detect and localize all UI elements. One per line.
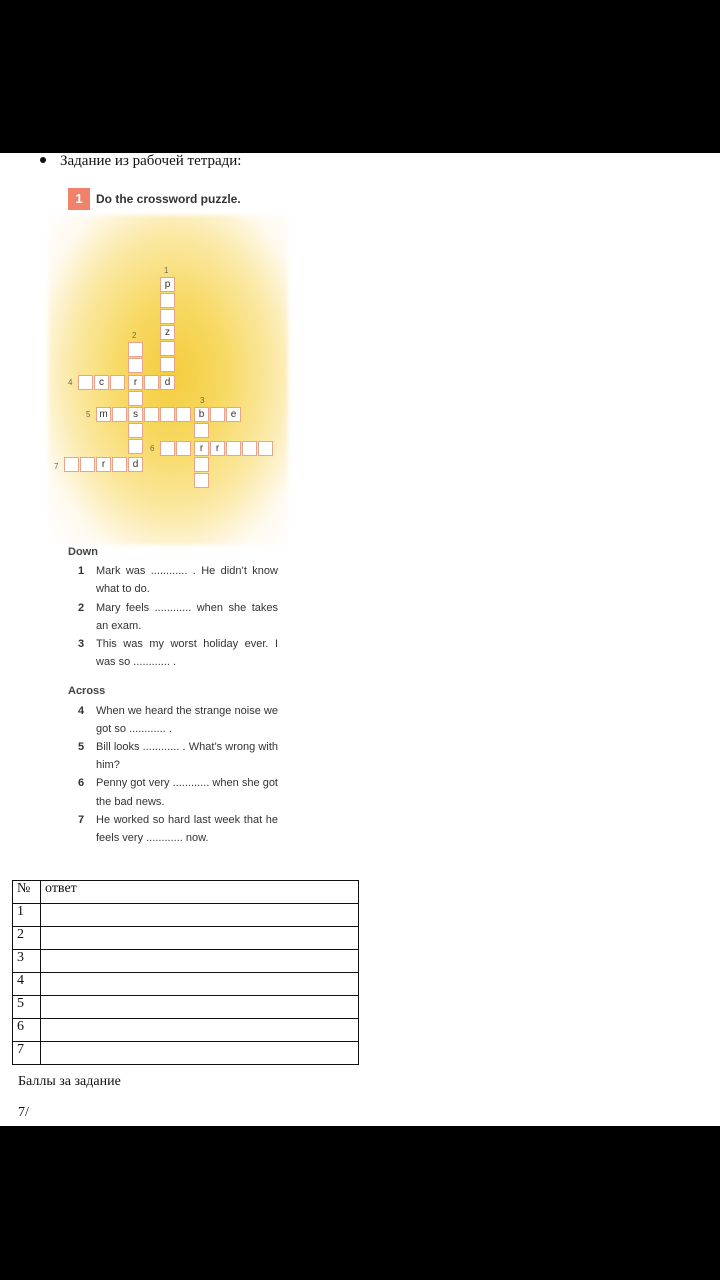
clue-number: 4: [78, 704, 85, 717]
crossword-cell[interactable]: [112, 407, 127, 422]
crossword-cell[interactable]: [128, 439, 143, 454]
clue-across-7: [68, 811, 278, 847]
row-number: 7: [13, 1042, 41, 1065]
table-row: [13, 904, 359, 927]
clue-number: 3: [78, 638, 85, 651]
crossword-cell[interactable]: [176, 407, 191, 422]
crossword-cell[interactable]: [242, 441, 257, 456]
clue-across-6: [68, 774, 278, 810]
crossword-cell[interactable]: d: [160, 375, 175, 390]
answer-cell[interactable]: [41, 950, 359, 973]
crossword-cell[interactable]: [160, 441, 175, 456]
crossword-number-1: 1: [164, 266, 169, 275]
crossword-cell[interactable]: r: [128, 375, 143, 390]
exercise-instruction: Do the crossword puzzle.: [96, 192, 241, 206]
crossword-cell[interactable]: z: [160, 325, 175, 340]
clue-text: He worked so hard last week that he feels very ............ now.: [96, 813, 278, 845]
clues-list: [68, 543, 278, 847]
exercise-header: [68, 188, 241, 210]
clue-down-3: [68, 635, 278, 671]
crossword-cell[interactable]: [128, 391, 143, 406]
crossword-cell[interactable]: [144, 375, 159, 390]
crossword-cell[interactable]: r: [194, 441, 209, 456]
answer-table: [12, 880, 359, 1065]
crossword-cell[interactable]: [110, 375, 125, 390]
table-row: [13, 1042, 359, 1065]
crossword-cell[interactable]: [258, 441, 273, 456]
row-number: 2: [13, 927, 41, 950]
table-row: [13, 996, 359, 1019]
intro-text: Задание из рабочей тетради:: [60, 153, 242, 169]
table-row: [13, 1019, 359, 1042]
row-number: 4: [13, 973, 41, 996]
column-header-number: №: [13, 881, 41, 904]
crossword-number-2: 2: [132, 331, 137, 340]
clue-number: 2: [78, 601, 85, 614]
crossword-cell[interactable]: [226, 441, 241, 456]
crossword-cell[interactable]: [128, 358, 143, 373]
table-row: [13, 950, 359, 973]
clue-text: Bill looks ............ . What’s wrong with him?: [96, 741, 278, 772]
crossword-cell[interactable]: [194, 473, 209, 488]
crossword-cell[interactable]: [112, 457, 127, 472]
crossword-cell[interactable]: [64, 457, 79, 472]
crossword-cell[interactable]: e: [226, 407, 241, 422]
clue-number: 7: [78, 813, 85, 826]
clue-number: 5: [78, 741, 85, 754]
clue-text: When we heard the strange noise we got so ............ .: [96, 704, 278, 735]
crossword-cell[interactable]: [128, 342, 143, 357]
crossword-cell[interactable]: [160, 357, 175, 372]
row-number: 3: [13, 950, 41, 973]
clue-text: Mary feels ............ when she takes an exam.: [96, 601, 278, 632]
crossword-cell[interactable]: [210, 407, 225, 422]
crossword-cell[interactable]: r: [96, 457, 111, 472]
crossword-cell[interactable]: [160, 309, 175, 324]
crossword-cell[interactable]: [78, 375, 93, 390]
table-row: [13, 927, 359, 950]
crossword-cell[interactable]: b: [194, 407, 209, 422]
crossword-number-5: 5: [86, 410, 91, 419]
crossword-cell[interactable]: d: [128, 457, 143, 472]
row-number: 5: [13, 996, 41, 1019]
clue-text: Mark was ............ . He didn’t know what to do.: [96, 565, 278, 596]
score-label: Баллы за задание: [18, 1074, 121, 1089]
answer-cell[interactable]: [41, 1019, 359, 1042]
bullet-icon: [40, 157, 46, 163]
crossword-cell[interactable]: [194, 457, 209, 472]
answer-cell[interactable]: [41, 904, 359, 927]
answer-cell[interactable]: [41, 927, 359, 950]
clue-number: 6: [78, 777, 85, 790]
clue-across-5: [68, 738, 278, 774]
exercise-number: 1: [68, 188, 90, 210]
crossword-number-6: 6: [150, 444, 155, 453]
across-heading: Across: [68, 685, 106, 698]
column-header-answer: ответ: [41, 881, 359, 904]
crossword-cell[interactable]: [176, 441, 191, 456]
clue-across-4: [68, 702, 278, 738]
score-value: 7/: [18, 1105, 29, 1120]
crossword-number-3: 3: [200, 396, 205, 405]
clue-down-1: [68, 562, 278, 598]
task-intro: [40, 153, 241, 170]
crossword-cell[interactable]: s: [128, 407, 143, 422]
clue-number: 1: [78, 565, 85, 578]
table-header-row: [13, 881, 359, 904]
row-number: 6: [13, 1019, 41, 1042]
crossword-cell[interactable]: m: [96, 407, 111, 422]
row-number: 1: [13, 904, 41, 927]
crossword-cell[interactable]: [160, 341, 175, 356]
table-row: [13, 973, 359, 996]
worksheet-page: [0, 153, 720, 1126]
clue-down-2: [68, 599, 278, 635]
crossword-cell[interactable]: r: [210, 441, 225, 456]
crossword-cell[interactable]: [160, 407, 175, 422]
crossword-cell[interactable]: p: [160, 277, 175, 292]
answer-cell[interactable]: [41, 973, 359, 996]
crossword-cell[interactable]: [160, 293, 175, 308]
crossword-cell[interactable]: c: [94, 375, 109, 390]
crossword-cell[interactable]: [80, 457, 95, 472]
answer-cell[interactable]: [41, 996, 359, 1019]
crossword-cell[interactable]: [194, 423, 209, 438]
down-heading: Down: [68, 546, 98, 558]
clue-text: Penny got very ............ when she got the bad news.: [96, 777, 278, 808]
crossword-number-7: 7: [54, 462, 59, 471]
crossword-cell[interactable]: [128, 423, 143, 438]
answer-cell[interactable]: [41, 1042, 359, 1065]
crossword-number-4: 4: [68, 378, 73, 387]
clue-text: This was my worst holiday ever. I was so ............ .: [96, 638, 278, 669]
crossword-cell[interactable]: [144, 407, 159, 422]
